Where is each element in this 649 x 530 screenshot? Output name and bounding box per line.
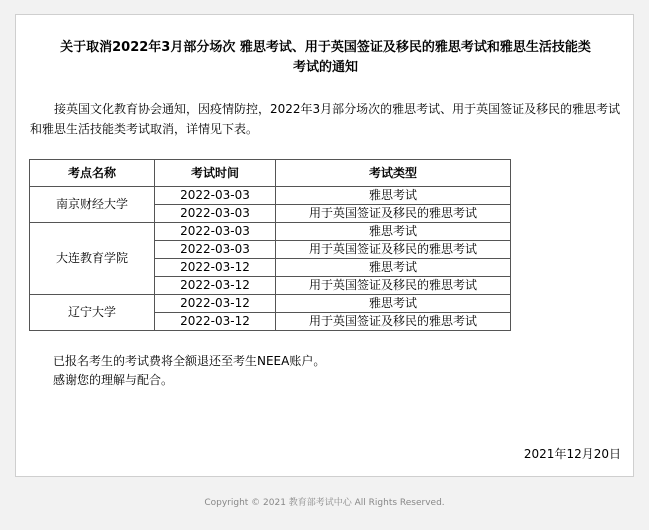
notice-date: 2021年12月20日 <box>523 447 621 461</box>
notice-title <box>16 38 635 78</box>
date-cell: 2022-03-03 <box>155 223 276 241</box>
header-type: 考试类型 <box>276 160 511 187</box>
date-cell: 2022-03-03 <box>155 205 276 223</box>
venue-cell: 南京财经大学 <box>30 187 155 223</box>
refund-note: 已报名考生的考试费将全额退还至考生NEEA账户。 <box>53 354 326 368</box>
thanks-note: 感谢您的理解与配合。 <box>53 373 174 387</box>
header-venue: 考点名称 <box>30 160 155 187</box>
table-header-row <box>30 160 511 187</box>
venue-cell: 大连教育学院 <box>30 223 155 295</box>
type-cell: 用于英国签证及移民的雅思考试 <box>276 205 511 223</box>
notice-title-line2: 考试的通知 <box>292 60 358 75</box>
venue-cell: 辽宁大学 <box>30 295 155 331</box>
closing-notes <box>53 352 325 390</box>
cancellation-table <box>29 159 511 331</box>
type-cell: 雅思考试 <box>276 295 511 313</box>
type-cell: 雅思考试 <box>276 223 511 241</box>
date-cell: 2022-03-12 <box>155 259 276 277</box>
type-cell: 雅思考试 <box>276 187 511 205</box>
date-cell: 2022-03-03 <box>155 187 276 205</box>
type-cell: 用于英国签证及移民的雅思考试 <box>276 241 511 259</box>
date-cell: 2022-03-12 <box>155 277 276 295</box>
type-cell: 用于英国签证及移民的雅思考试 <box>276 277 511 295</box>
type-cell: 用于英国签证及移民的雅思考试 <box>276 313 511 331</box>
table-row <box>30 223 511 241</box>
notice-paragraph: 接英国文化教育协会通知，因疫情防控，2022年3月部分场次的雅思考试、用于英国签证及移民的雅思考试和雅思生活技能类考试取消，详情见下表。 <box>30 102 621 136</box>
date-cell: 2022-03-12 <box>155 295 276 313</box>
notice-title-line1: 关于取消2022年3月部分场次 雅思考试、用于英国签证及移民的雅思考试和雅思生活技能类 <box>60 40 591 55</box>
table-row <box>30 295 511 313</box>
header-date: 考试时间 <box>155 160 276 187</box>
table-row <box>30 187 511 205</box>
notice-card <box>15 14 634 477</box>
date-cell: 2022-03-12 <box>155 313 276 331</box>
date-cell: 2022-03-03 <box>155 241 276 259</box>
type-cell: 雅思考试 <box>276 259 511 277</box>
footer-copyright: Copyright © 2021 教育部考试中心 All Rights Reserved. <box>204 498 445 508</box>
